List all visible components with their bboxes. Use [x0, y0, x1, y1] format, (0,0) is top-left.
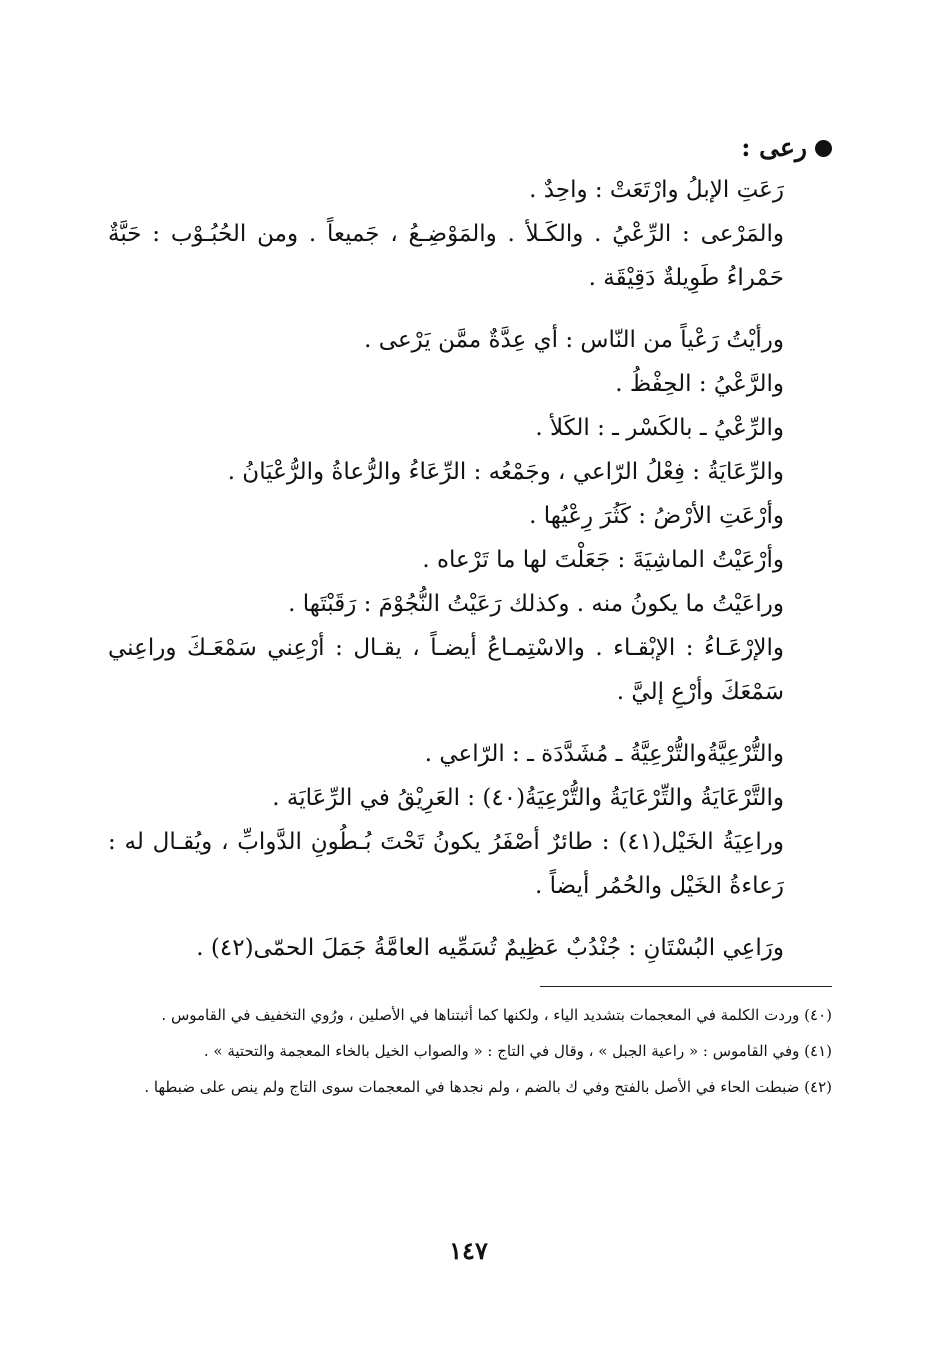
text-line: والرِّعَايَةُ : فِعْلُ الرّاعي ، وجَمْعُه : الرِّعَاءُ والرُّعاةُ والرُّعْيَانُ . — [227, 459, 784, 485]
text-line: والتَّرْعَايَةُ والتِّرْعَايَةُ والتُّرْعِيَةُ(٤٠) : العَرِيْقُ في الرِّعَايَة . — [272, 785, 784, 811]
footnotes — [108, 1000, 832, 1108]
text-line: والمَرْعى : الرِّعْيُ . والكَـلأ . والمَوْضِـعُ ، جَميعاً . ومن الحُبُـوْب : حَبَّةٌ حَمْراءُ طَوِيلةٌ دَقِيْقَة . — [108, 221, 784, 291]
text-line: رَعَتِ الإبلُ وارْتَعَتْ : واحِدٌ . — [529, 177, 784, 203]
footnote-divider — [540, 986, 832, 987]
text-line: ورَاعِي البُسْتَانِ : جُنْدُبٌ عَظِيمٌ تُسَمِّيه العامَّةُ جَمَلَ الحمّى(٤٢) . — [196, 935, 784, 961]
entry-heading-text: رعى : — [741, 133, 807, 162]
main-text — [108, 128, 832, 970]
text-line: والرِّعْيُ ـ بالكَسْر ـ : الكَلأ . — [535, 415, 784, 441]
footnote: (٤٢) ضبطت الحاء في الأصل بالفتح وفي ك بالضم ، ولم نجدها في المعجمات سوى التاج ولم ينص على ضبطها . — [144, 1078, 832, 1096]
page-number: ١٤٧ — [449, 1236, 488, 1265]
text-line: وأرْعَيْتُ الماشِيَةَ : جَعَلْتَ لها ما تَرْعاه . — [422, 547, 784, 573]
text-line: وأرْعَتِ الأرْضُ : كَثُرَ رِعْيُها . — [529, 503, 784, 529]
text-line: ورأيْتُ رَعْياً من النّاس : أي عِدَّةٌ ممَّن يَرْعى . — [364, 327, 784, 353]
text-line: والرَّعْيُ : الحِفْظُ . — [615, 371, 784, 397]
text-line: وراعَيْتُ ما يكونُ منه . وكذلك رَعَيْتُ النُّجُوْمَ : رَقَبْتَها . — [288, 591, 784, 617]
entry-heading — [108, 128, 832, 168]
footnote: (٤٠) وردت الكلمة في المعجمات بتشديد الياء ، ولكنها كما أثبتناها في الأصلين ، ورُوي التخفيف في القاموس . — [161, 1006, 832, 1024]
bullet-icon — [815, 140, 832, 157]
text-line: وراعِيَةُ الخَيْل(٤١) : طائرٌ أصْفَرُ يكونُ تَحْتَ بُـطُونِ الدَّوابِّ ، ويُقـال له : رَعاءةُ الخَيْل والحُمُر أيضاً . — [108, 829, 784, 899]
text-line: والإرْعَـاءُ : الإبْقـاء . والاسْتِمـاعُ أيضـاً ، يقـال : أرْعِني سَمْعَـكَ وراعِني سَمْعَكَ وأرْعِ إليَّ . — [108, 635, 784, 705]
text-line: والتُّرْعِيَّةُوالتُّرْعِيَّةُ ـ مُشَدَّدَة ـ : الرّاعي . — [424, 741, 784, 767]
footnote: (٤١) وفي القاموس : « راعية الجبل » ، وقال في التاج : « والصواب الخيل بالخاء المعجمة والتحتية » . — [203, 1042, 832, 1060]
